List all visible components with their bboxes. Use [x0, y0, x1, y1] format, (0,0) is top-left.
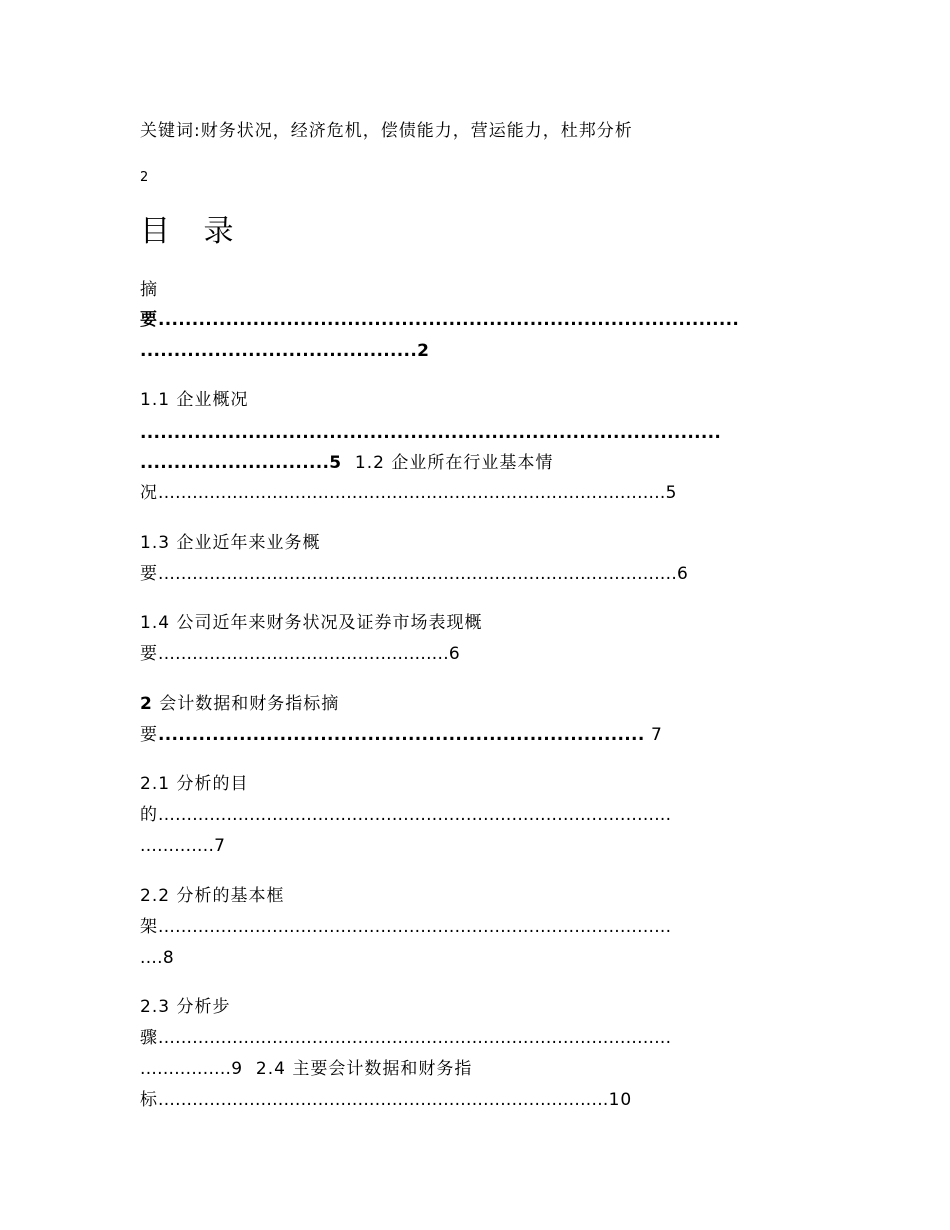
- toc-leader-dots: ......................................................................................: [158, 310, 740, 330]
- toc-entry-2-2-page-line[interactable]: [140, 946, 175, 970]
- toc-title: 目 录: [140, 214, 246, 249]
- toc-leader-dots: ..........................................................................................: [158, 1028, 672, 1048]
- toc-leader-dots: .........................................................................................: [158, 483, 666, 503]
- toc-entry-2-dots[interactable]: [140, 723, 663, 747]
- toc-page-number: 10: [608, 1090, 633, 1110]
- toc-entry-1-4-dots[interactable]: [140, 642, 461, 666]
- toc-page-number: 6: [448, 644, 461, 664]
- toc-entry-2-1-label[interactable]: 2.1 分析的目: [140, 774, 249, 794]
- toc-entry-2-3-label[interactable]: 2.3 分析步: [140, 997, 231, 1017]
- toc-section-number: 2: [140, 694, 153, 714]
- toc-entry-2-label[interactable]: [140, 692, 339, 716]
- toc-leader-dots: ..........................................................................................: [158, 917, 672, 937]
- toc-entry-label: 标: [140, 1090, 158, 1110]
- toc-entry-2-3-page-line[interactable]: [140, 1057, 472, 1081]
- toc-page-number: 7: [214, 836, 226, 856]
- toc-entry-1-1-dots[interactable]: [140, 421, 721, 445]
- toc-entry-abstract-label[interactable]: 摘: [140, 280, 158, 300]
- toc-leader-dots: ................: [140, 1059, 232, 1079]
- toc-page-number: 9: [231, 1059, 244, 1079]
- toc-entry-1-4-label[interactable]: 1.4 公司近年来财务状况及证券市场表现概: [140, 613, 483, 633]
- page-number: 2: [140, 170, 149, 185]
- toc-entry-2-2-dots[interactable]: [140, 915, 671, 939]
- toc-entry-label: 要: [140, 725, 158, 745]
- toc-entry-label: 况: [140, 483, 158, 503]
- toc-page-number: 5: [329, 453, 343, 473]
- toc-entry-1-2-label[interactable]: 1.2 企业所在行业基本情: [354, 453, 554, 473]
- toc-page-number: 2: [417, 341, 430, 361]
- toc-entry-label: 要: [140, 564, 158, 584]
- toc-page-number: 5: [665, 483, 678, 503]
- toc-page-number: 8: [162, 948, 175, 968]
- toc-entry-1-2-dots[interactable]: [140, 481, 677, 505]
- toc-entry-1-1-label[interactable]: 1.1 企业概况: [140, 390, 249, 410]
- toc-leader-dots: .........................................: [140, 341, 418, 361]
- toc-page-number: 7: [650, 725, 663, 745]
- toc-entry-2-1-page-line[interactable]: [140, 834, 226, 858]
- toc-leader-dots: ..........................................................................................: [158, 805, 672, 825]
- toc-entry-abstract-page-line[interactable]: [140, 339, 430, 363]
- toc-entry-2-4-dots[interactable]: [140, 1088, 632, 1112]
- toc-entry-label: 要: [140, 310, 158, 330]
- toc-entry-1-1-page-line[interactable]: [140, 451, 553, 475]
- toc-entry-2-1-dots[interactable]: [140, 803, 671, 827]
- toc-entry-2-2-label[interactable]: 2.2 分析的基本框: [140, 886, 285, 906]
- toc-leader-dots: .............: [140, 836, 215, 856]
- keywords-line: 关键词:财务状况，经济危机，偿债能力，营运能力，杜邦分析: [140, 121, 633, 141]
- toc-leader-dots: ...........................................................................................: [158, 564, 678, 584]
- toc-entry-label: 会计数据和财务指标摘: [152, 694, 340, 714]
- toc-entry-1-3-dots[interactable]: [140, 562, 689, 586]
- toc-entry-1-3-label[interactable]: 1.3 企业近年来业务概: [140, 533, 321, 553]
- toc-leader-dots: ........................................................................: [158, 725, 645, 745]
- toc-leader-dots: ...............................................................................: [158, 1090, 609, 1110]
- toc-entry-label: 的: [140, 805, 158, 825]
- toc-leader-dots: ......................................................................................: [140, 423, 722, 443]
- toc-entry-2-3-dots[interactable]: [140, 1026, 671, 1050]
- toc-page-number: 6: [677, 564, 689, 584]
- toc-entry-abstract-dots[interactable]: [140, 308, 739, 332]
- toc-leader-dots: ....: [140, 948, 163, 968]
- toc-entry-label: 要: [140, 644, 158, 664]
- toc-leader-dots: ............................: [140, 453, 330, 473]
- toc-leader-dots: ...................................................: [158, 644, 449, 664]
- toc-entry-2-4-label[interactable]: 2.4 主要会计数据和财务指: [255, 1059, 473, 1079]
- toc-entry-label: 骤: [140, 1028, 158, 1048]
- toc-entry-label: 架: [140, 917, 158, 937]
